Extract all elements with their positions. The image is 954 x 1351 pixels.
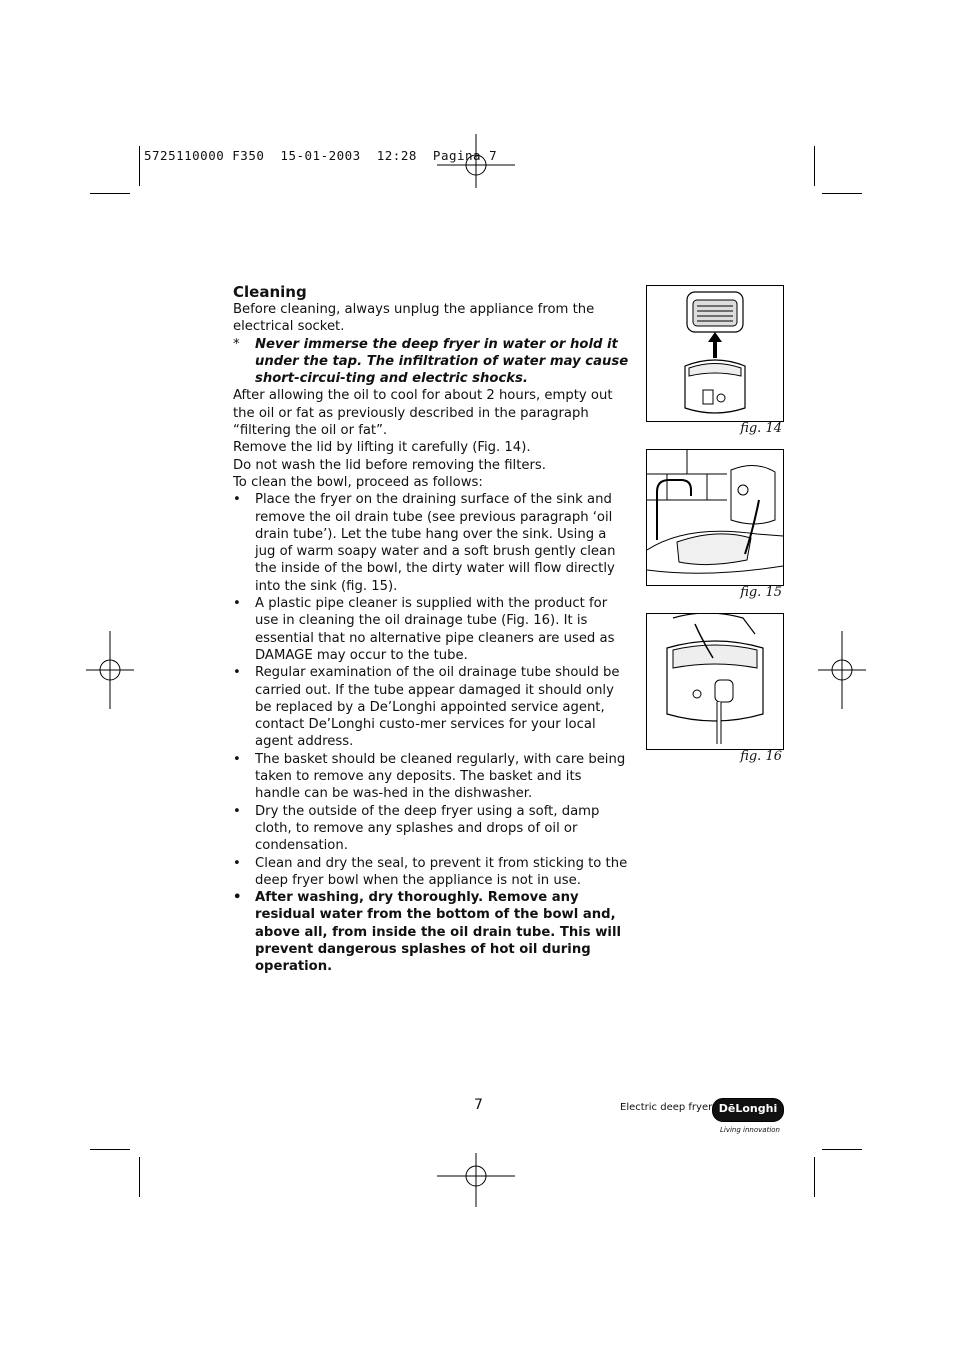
figure-14-caption: fig. 14 — [740, 421, 782, 436]
list-item-text: The basket should be cleaned regularly, with care being taken to remove any deposits. The basket and its handle can be was-hed in the dishwasher. — [255, 751, 626, 802]
crop-mark — [814, 146, 815, 186]
list-item — [233, 491, 629, 595]
crop-mark — [90, 1149, 130, 1150]
registration-mark-bottom — [437, 1137, 515, 1215]
paragraph: To clean the bowl, proceed as follows: — [233, 474, 483, 490]
page-number: 7 — [474, 1097, 483, 1113]
registration-mark-right — [803, 631, 881, 709]
bullet-icon: • — [233, 665, 241, 681]
print-job-header: 5725110000 F350 15-01-2003 12:28 Pagina 7 — [144, 148, 498, 163]
list-item — [233, 803, 629, 855]
list-item — [233, 751, 629, 803]
intro-paragraph: Before cleaning, always unplug the appliance from the electrical socket. — [233, 302, 595, 335]
pipe-cleaner-illustration — [647, 614, 783, 749]
list-item — [233, 855, 629, 890]
cleaning-steps-list — [233, 491, 629, 975]
list-item — [233, 664, 629, 750]
list-item-text: Place the fryer on the draining surface of the sink and remove the oil drain tube (see previous paragraph ‘oil drain tube’). Let the tube hang over the sink. Using a jug of warm soapy water and a soft brush gently clean the inside of the bowl, the dirty water will flow directly into the sink (fig. 15). — [255, 492, 616, 594]
crop-mark — [139, 1157, 140, 1197]
crop-mark — [822, 1149, 862, 1150]
list-item-text: A plastic pipe cleaner is supplied with the product for use in cleaning the oil drainage tube (Fig. 16). It is essential that no alternative pipe cleaners are used as DAMAGE may occur to the tube. — [255, 596, 615, 663]
warning-text: Never immerse the deep fryer in water or hold it under the tap. The infiltration of water may cause short-circui-ting and electric shocks. — [255, 336, 629, 387]
warning-note — [233, 336, 629, 388]
brand-tagline: Living innovation — [720, 1126, 780, 1134]
registration-mark-top — [437, 126, 515, 204]
list-item-text: After washing, dry thoroughly. Remove any residual water from the bottom of the bowl and, above all, from inside the oil drain tube. This will prevent dangerous splashes of hot oil during operation. — [255, 890, 621, 975]
list-item — [233, 595, 629, 664]
asterisk-marker: * — [233, 336, 240, 352]
list-item-text: Clean and dry the seal, to prevent it from sticking to the deep fryer bowl when the appliance is not in use. — [255, 855, 628, 888]
bullet-icon: • — [233, 803, 241, 819]
sink-draining-illustration — [647, 450, 783, 585]
delonghi-logo: DēLonghi — [712, 1098, 784, 1122]
figure-16 — [646, 613, 784, 750]
cleaning-section — [233, 283, 629, 976]
list-item-text: Regular examination of the oil drainage tube should be carried out. If the tube appear damaged it should only be replaced by a De’Longhi appointed service agent, contact De’Longhi custo-mer services for your local agent address. — [255, 665, 620, 750]
figure-16-caption: fig. 16 — [740, 749, 782, 764]
crop-mark — [139, 146, 140, 186]
list-item-text: Dry the outside of the deep fryer using a soft, damp cloth, to remove any splashes and drops of oil or condensation. — [255, 803, 600, 854]
figure-15-caption: fig. 15 — [740, 585, 782, 600]
figure-15 — [646, 449, 784, 586]
section-title: Cleaning — [233, 283, 307, 301]
registration-mark-left — [71, 631, 149, 709]
paragraph: Do not wash the lid before removing the filters. — [233, 457, 546, 473]
bullet-icon: • — [233, 751, 241, 767]
crop-mark — [814, 1157, 815, 1197]
list-item-important — [233, 889, 629, 975]
crop-mark — [90, 193, 130, 194]
paragraph: Remove the lid by lifting it carefully (Fig. 14). — [233, 440, 531, 456]
product-name: Electric deep fryer — [620, 1102, 713, 1113]
bullet-icon: • — [233, 492, 241, 508]
figure-14 — [646, 285, 784, 422]
bullet-icon: • — [233, 890, 242, 906]
paragraph: After allowing the oil to cool for about 2 hours, empty out the oil or fat as previously described in the paragraph “filtering the oil or fat”. — [233, 388, 613, 439]
crop-mark — [822, 193, 862, 194]
bullet-icon: • — [233, 596, 241, 612]
bullet-icon: • — [233, 855, 241, 871]
fryer-lid-illustration — [647, 286, 783, 421]
